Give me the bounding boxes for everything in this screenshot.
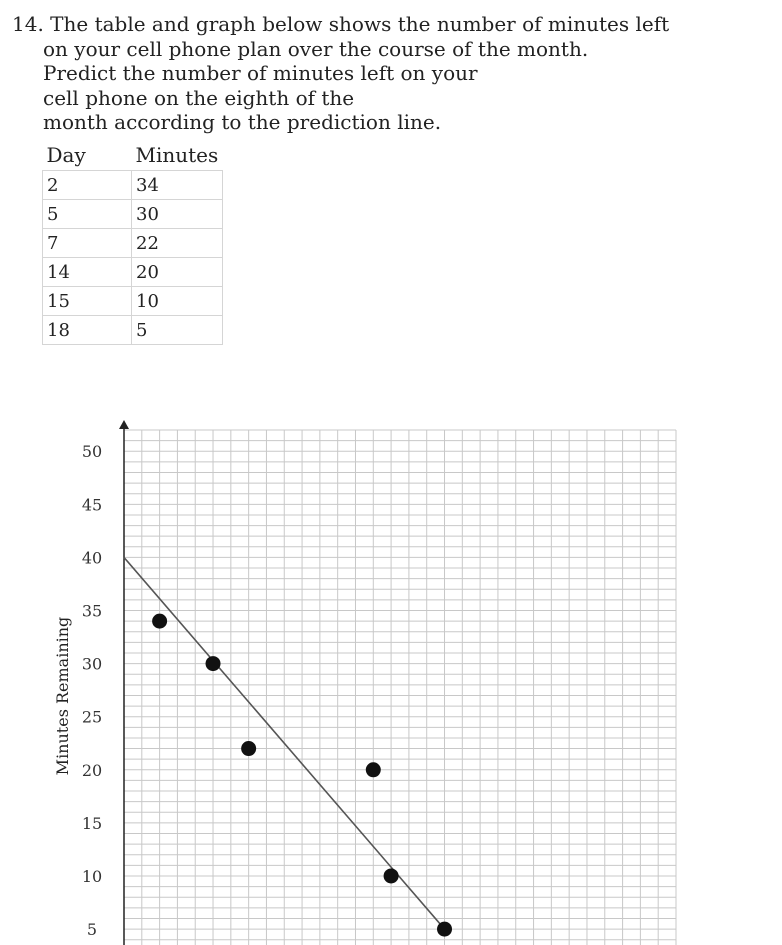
- data-point: [437, 922, 452, 937]
- data-point: [366, 762, 381, 777]
- y-tick-label: 35: [81, 601, 103, 621]
- y-axis-label: Minutes Remaining: [53, 616, 72, 776]
- grid: [124, 430, 676, 945]
- y-tick-label: 50: [81, 442, 103, 462]
- y-tick-label: 45: [81, 495, 103, 515]
- table-cell-minutes: 5: [132, 316, 223, 345]
- table-cell-day: 14: [43, 258, 132, 287]
- y-tick-labels: [82, 442, 102, 939]
- y-axis: [119, 420, 129, 945]
- data-point: [384, 868, 399, 883]
- table-cell-day: 7: [43, 229, 132, 258]
- y-tick-label: 20: [81, 760, 103, 780]
- table-cell-day: 2: [43, 171, 132, 200]
- table-cell-minutes: 30: [132, 200, 223, 229]
- table-cell-minutes: 22: [132, 229, 223, 258]
- question-line: cell phone on the eighth of the: [43, 85, 355, 110]
- y-axis-arrow: [119, 420, 129, 429]
- table-cell-minutes: 34: [132, 171, 223, 200]
- table-cell-day: 18: [43, 316, 132, 345]
- table-header-minutes: Minutes: [135, 143, 219, 167]
- y-tick-label: 40: [81, 548, 103, 568]
- table-cell-day: 15: [43, 287, 132, 316]
- table-cell-day: 5: [43, 200, 132, 229]
- question-line: month according to the prediction line.: [43, 110, 442, 135]
- data-point: [241, 741, 256, 756]
- y-tick-label: 30: [81, 654, 103, 674]
- y-tick-label: 10: [81, 866, 103, 886]
- table-cell-minutes: 10: [132, 287, 223, 316]
- question-line: 14. The table and graph below shows the number of minutes left: [12, 12, 670, 36]
- table-header-day: Day: [46, 143, 86, 167]
- y-tick-label: 15: [81, 813, 103, 833]
- y-tick-label: 5: [86, 920, 98, 940]
- y-tick-label: 25: [81, 707, 103, 727]
- table-cell-minutes: 20: [132, 258, 223, 287]
- data-point: [206, 656, 221, 671]
- question-line: on your cell phone plan over the course of the month.: [43, 36, 589, 61]
- question-line: Predict the number of minutes left on your: [43, 61, 478, 86]
- data-point: [152, 614, 167, 629]
